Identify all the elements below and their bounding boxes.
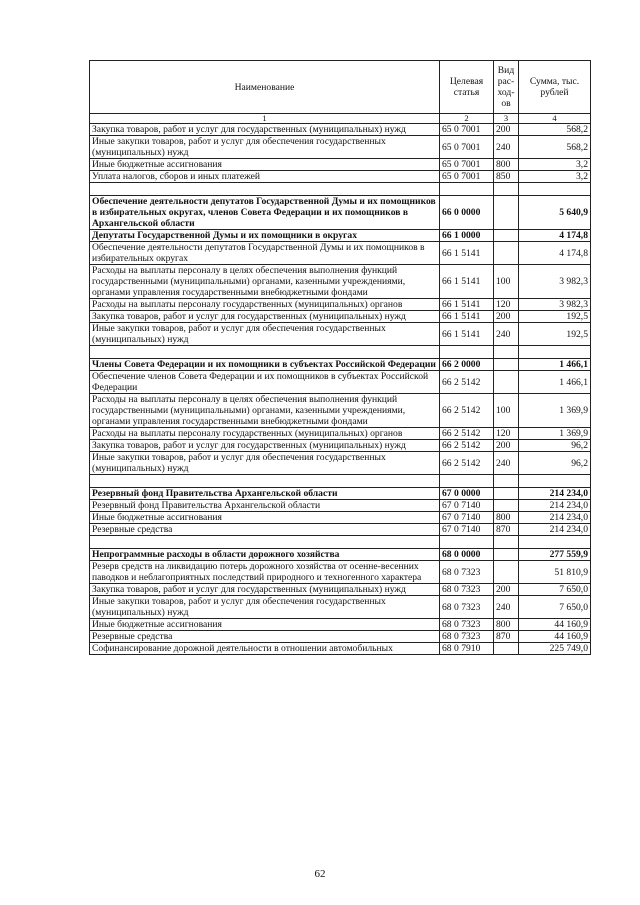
row-name: Софинансирование дорожной деятельности в отношении автомобильных bbox=[90, 643, 440, 655]
row-amount: 4 174,8 bbox=[519, 242, 591, 265]
table-row bbox=[90, 371, 591, 394]
row-type bbox=[494, 359, 519, 371]
spacer-cell bbox=[494, 475, 519, 488]
row-amount: 214 234,0 bbox=[519, 500, 591, 512]
table-row bbox=[90, 196, 591, 230]
row-type: 240 bbox=[494, 452, 519, 475]
spacer-row bbox=[90, 183, 591, 196]
table-row bbox=[90, 452, 591, 475]
row-name: Иные бюджетные ассигнования bbox=[90, 619, 440, 631]
row-type bbox=[494, 196, 519, 230]
row-amount: 192,5 bbox=[519, 311, 591, 323]
row-amount: 225 749,0 bbox=[519, 643, 591, 655]
row-code: 66 1 5141 bbox=[440, 323, 494, 346]
row-amount: 192,5 bbox=[519, 323, 591, 346]
table-row bbox=[90, 596, 591, 619]
row-amount: 4 174,8 bbox=[519, 230, 591, 242]
spacer-row bbox=[90, 475, 591, 488]
row-code: 66 1 5141 bbox=[440, 265, 494, 299]
row-name: Обеспечение деятельности депутатов Государственной Думы и их помощников в избирательных округах, членов Совета Федерации и их помощников в Архангельской области bbox=[90, 196, 440, 230]
row-type: 850 bbox=[494, 171, 519, 183]
table-row bbox=[90, 512, 591, 524]
table-row bbox=[90, 299, 591, 311]
row-name: Расходы на выплаты персоналу государственных (муниципальных) органов bbox=[90, 428, 440, 440]
row-name: Члены Совета Федерации и их помощники в субъектах Российской Федерации bbox=[90, 359, 440, 371]
spacer-cell bbox=[90, 346, 440, 359]
row-type bbox=[494, 488, 519, 500]
table-row bbox=[90, 136, 591, 159]
table-row bbox=[90, 524, 591, 536]
row-type: 100 bbox=[494, 265, 519, 299]
row-name: Резервные средства bbox=[90, 524, 440, 536]
spacer-cell bbox=[494, 346, 519, 359]
row-type: 800 bbox=[494, 512, 519, 524]
table-row bbox=[90, 124, 591, 136]
spacer-cell bbox=[494, 183, 519, 196]
row-code: 66 1 0000 bbox=[440, 230, 494, 242]
row-code: 65 0 7001 bbox=[440, 136, 494, 159]
row-amount: 1 369,9 bbox=[519, 428, 591, 440]
spacer-cell bbox=[90, 475, 440, 488]
column-number: 1 bbox=[90, 114, 440, 124]
row-name: Иные закупки товаров, работ и услуг для обеспечения государственных (муниципальных) нужд bbox=[90, 452, 440, 475]
row-code: 68 0 0000 bbox=[440, 549, 494, 561]
row-name: Непрограммные расходы в области дорожного хозяйства bbox=[90, 549, 440, 561]
spacer-cell bbox=[519, 536, 591, 549]
row-code: 66 1 5141 bbox=[440, 299, 494, 311]
row-type: 200 bbox=[494, 440, 519, 452]
row-type bbox=[494, 371, 519, 394]
budget-table bbox=[89, 60, 591, 655]
spacer-cell bbox=[90, 183, 440, 196]
row-name: Обеспечение деятельности депутатов Государственной Думы и их помощников в избирательных округах bbox=[90, 242, 440, 265]
row-name: Закупка товаров, работ и услуг для государственных (муниципальных) нужд bbox=[90, 440, 440, 452]
table-row bbox=[90, 500, 591, 512]
row-name: Расходы на выплаты персоналу государственных (муниципальных) органов bbox=[90, 299, 440, 311]
row-name: Иные закупки товаров, работ и услуг для обеспечения государственных (муниципальных) нужд bbox=[90, 323, 440, 346]
row-code: 68 0 7323 bbox=[440, 584, 494, 596]
row-name: Резерв средств на ликвидацию потерь дорожного хозяйства от осенне-весенних паводков и неблагоприятных последствий природного и техногенного характера bbox=[90, 561, 440, 584]
row-amount: 214 234,0 bbox=[519, 524, 591, 536]
row-name: Депутаты Государственной Думы и их помощники в округах bbox=[90, 230, 440, 242]
table-row bbox=[90, 643, 591, 655]
column-number: 3 bbox=[494, 114, 519, 124]
row-amount: 7 650,0 bbox=[519, 584, 591, 596]
row-name: Закупка товаров, работ и услуг для государственных (муниципальных) нужд bbox=[90, 584, 440, 596]
row-amount: 3 982,3 bbox=[519, 299, 591, 311]
row-name: Закупка товаров, работ и услуг для государственных (муниципальных) нужд bbox=[90, 124, 440, 136]
row-type: 240 bbox=[494, 596, 519, 619]
header-name: Наименование bbox=[90, 61, 440, 114]
row-type: 870 bbox=[494, 524, 519, 536]
spacer-cell bbox=[519, 475, 591, 488]
row-type: 120 bbox=[494, 299, 519, 311]
row-name: Закупка товаров, работ и услуг для государственных (муниципальных) нужд bbox=[90, 311, 440, 323]
row-name: Резервный фонд Правительства Архангельской области bbox=[90, 488, 440, 500]
spacer-row bbox=[90, 346, 591, 359]
row-type: 800 bbox=[494, 619, 519, 631]
row-amount: 277 559,9 bbox=[519, 549, 591, 561]
row-code: 68 0 7323 bbox=[440, 561, 494, 584]
row-type: 240 bbox=[494, 136, 519, 159]
column-number-row bbox=[90, 114, 591, 124]
table-row bbox=[90, 359, 591, 371]
row-amount: 1 369,9 bbox=[519, 394, 591, 428]
table-row bbox=[90, 230, 591, 242]
row-type: 200 bbox=[494, 124, 519, 136]
row-code: 66 0 0000 bbox=[440, 196, 494, 230]
row-type bbox=[494, 561, 519, 584]
row-name: Обеспечение членов Совета Федерации и их помощников в субъектах Российской Федерации bbox=[90, 371, 440, 394]
row-type: 100 bbox=[494, 394, 519, 428]
row-type: 240 bbox=[494, 323, 519, 346]
row-name: Расходы на выплаты персоналу в целях обеспечения выполнения функций государственными (муниципальными) органами, казенными учреждениями, органами управления государственными внебюджетными фондами bbox=[90, 265, 440, 299]
row-type bbox=[494, 643, 519, 655]
column-number: 4 bbox=[519, 114, 591, 124]
row-name: Резервный фонд Правительства Архангельской области bbox=[90, 500, 440, 512]
table-row bbox=[90, 311, 591, 323]
row-amount: 3,2 bbox=[519, 159, 591, 171]
row-amount: 96,2 bbox=[519, 452, 591, 475]
row-amount: 1 466,1 bbox=[519, 371, 591, 394]
row-code: 66 2 5142 bbox=[440, 371, 494, 394]
row-amount: 568,2 bbox=[519, 124, 591, 136]
row-type bbox=[494, 230, 519, 242]
row-code: 67 0 7140 bbox=[440, 512, 494, 524]
row-code: 66 1 5141 bbox=[440, 311, 494, 323]
table-row bbox=[90, 440, 591, 452]
table-row bbox=[90, 584, 591, 596]
row-type bbox=[494, 549, 519, 561]
row-name: Иные закупки товаров, работ и услуг для обеспечения государственных (муниципальных) нужд bbox=[90, 136, 440, 159]
row-type: 800 bbox=[494, 159, 519, 171]
row-amount: 214 234,0 bbox=[519, 488, 591, 500]
table-row bbox=[90, 488, 591, 500]
row-code: 68 0 7323 bbox=[440, 631, 494, 643]
table-row bbox=[90, 394, 591, 428]
header-code: Целевая статья bbox=[440, 61, 494, 114]
spacer-cell bbox=[494, 536, 519, 549]
row-type: 200 bbox=[494, 311, 519, 323]
row-code: 67 0 0000 bbox=[440, 488, 494, 500]
row-code: 67 0 7140 bbox=[440, 524, 494, 536]
row-code: 68 0 7323 bbox=[440, 619, 494, 631]
row-type: 200 bbox=[494, 584, 519, 596]
row-amount: 51 810,9 bbox=[519, 561, 591, 584]
table-row bbox=[90, 428, 591, 440]
row-code: 67 0 7140 bbox=[440, 500, 494, 512]
row-code: 65 0 7001 bbox=[440, 159, 494, 171]
row-code: 66 1 5141 bbox=[440, 242, 494, 265]
spacer-row bbox=[90, 536, 591, 549]
row-amount: 1 466,1 bbox=[519, 359, 591, 371]
header-amount: Сумма, тыс. рублей bbox=[519, 61, 591, 114]
spacer-cell bbox=[90, 536, 440, 549]
row-amount: 5 640,9 bbox=[519, 196, 591, 230]
row-amount: 568,2 bbox=[519, 136, 591, 159]
table-header-row bbox=[90, 61, 591, 114]
row-amount: 96,2 bbox=[519, 440, 591, 452]
table-row bbox=[90, 619, 591, 631]
table-row bbox=[90, 159, 591, 171]
row-type bbox=[494, 242, 519, 265]
row-amount: 3 982,3 bbox=[519, 265, 591, 299]
table-row bbox=[90, 561, 591, 584]
row-name: Иные бюджетные ассигнования bbox=[90, 512, 440, 524]
row-amount: 44 160,9 bbox=[519, 631, 591, 643]
row-code: 65 0 7001 bbox=[440, 171, 494, 183]
header-type: Вид рас-ход-ов bbox=[494, 61, 519, 114]
row-name: Иные закупки товаров, работ и услуг для обеспечения государственных (муниципальных) нужд bbox=[90, 596, 440, 619]
row-name: Уплата налогов, сборов и иных платежей bbox=[90, 171, 440, 183]
row-code: 65 0 7001 bbox=[440, 124, 494, 136]
row-code: 66 2 5142 bbox=[440, 394, 494, 428]
table-row bbox=[90, 631, 591, 643]
row-code: 66 2 5142 bbox=[440, 428, 494, 440]
row-code: 68 0 7323 bbox=[440, 596, 494, 619]
row-amount: 44 160,9 bbox=[519, 619, 591, 631]
spacer-cell bbox=[440, 475, 494, 488]
spacer-cell bbox=[519, 346, 591, 359]
spacer-cell bbox=[440, 536, 494, 549]
row-type: 870 bbox=[494, 631, 519, 643]
row-name: Резервные средства bbox=[90, 631, 440, 643]
table-row bbox=[90, 265, 591, 299]
table-body bbox=[90, 124, 591, 655]
row-name: Иные бюджетные ассигнования bbox=[90, 159, 440, 171]
row-type bbox=[494, 500, 519, 512]
spacer-cell bbox=[440, 183, 494, 196]
spacer-cell bbox=[440, 346, 494, 359]
table-row bbox=[90, 323, 591, 346]
row-code: 66 2 5142 bbox=[440, 440, 494, 452]
row-name: Расходы на выплаты персоналу в целях обеспечения выполнения функций государственными (муниципальными) органами, казенными учреждениями, органами управления государственными внебюджетными фондами bbox=[90, 394, 440, 428]
row-amount: 7 650,0 bbox=[519, 596, 591, 619]
page-number: 62 bbox=[314, 868, 326, 880]
row-type: 120 bbox=[494, 428, 519, 440]
column-number: 2 bbox=[440, 114, 494, 124]
row-code: 66 2 5142 bbox=[440, 452, 494, 475]
row-amount: 214 234,0 bbox=[519, 512, 591, 524]
table-row bbox=[90, 171, 591, 183]
spacer-cell bbox=[519, 183, 591, 196]
table-row bbox=[90, 242, 591, 265]
row-code: 68 0 7910 bbox=[440, 643, 494, 655]
row-code: 66 2 0000 bbox=[440, 359, 494, 371]
table-row bbox=[90, 549, 591, 561]
row-amount: 3,2 bbox=[519, 171, 591, 183]
